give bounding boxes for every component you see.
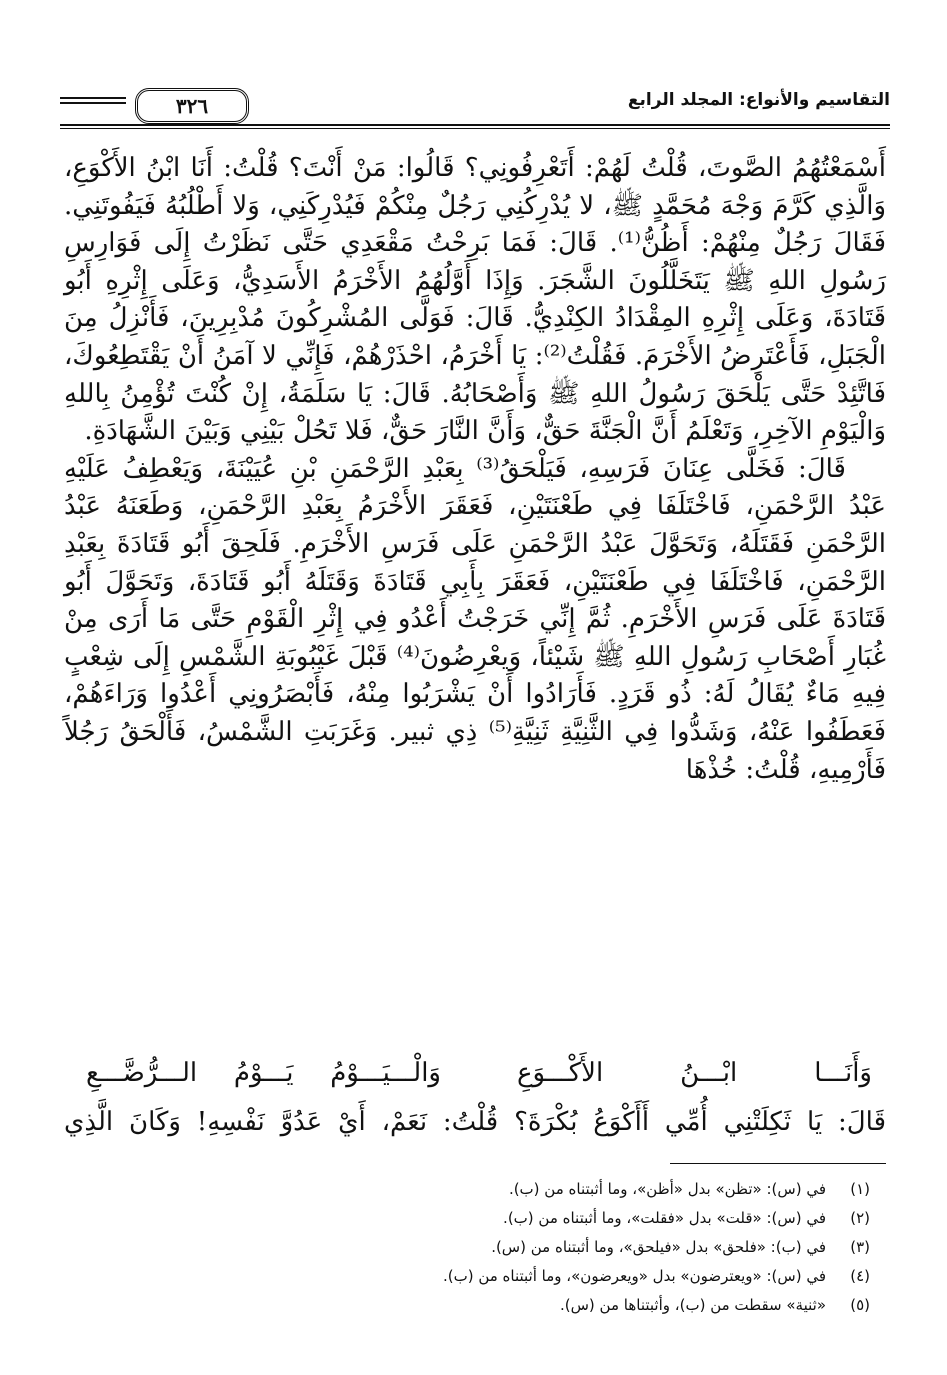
continuation-line: قَالَ: يَا ثَكِلَتْنِي أُمِّي أَأَكْوَعُ بُكْرَةَ؟ قُلْتُ: نَعَمْ، أَيْ عَدُوَّ نَفْسِهِ! وَكَانَ الَّذِي	[64, 1107, 886, 1137]
footnote-number: (١)	[850, 1180, 870, 1198]
footnote-text: في (س): «ويعترضون» بدل «ويعرضون»، وما أثبتناه من (ب).	[442, 1267, 826, 1285]
verse-first-hemistich: وَأَنَـــا ابْـــنُ الأَكْـــوَعِ	[517, 1058, 872, 1088]
footnote-text: في (س): «تظن» بدل «أظن»، وما أثبتناه من (ب).	[508, 1180, 826, 1198]
paragraph: قَالَ: فَخَلَّى عِنَانَ فَرَسِهِ، فَيَلْحَقُ⁽³⁾ بِعَبْدِ الرَّحْمَنِ بْنِ عُيَيْنَةَ، وَيَعْطِفُ عَلَيْهِ عَبْدُ الرَّحْمَنِ، فَاخْتَلَفَا فِي طَعْنَتَيْنِ، فَعَقَرَ الأَخْرَمُ بِعَبْدِ الرَّحْمَنِ، وَطَعَنَهُ عَبْدُ الرَّحْمَنِ فَقَتَلَهُ، وَتَحَوَّلَ عَبْدُ الرَّحْمَنِ عَلَى فَرَسِ الأَخْرَمِ. فَلَحِقَ أَبُو قَتَادَةَ بِعَبْدِ الرَّحْمَنِ، فَاخْتَلَفَا فِي طَعْنَتَيْنِ، فَعَقَرَ بِأَبِي قَتَادَةَ وَقَتَلَهُ أَبُو قَتَادَةَ، وَتَحَوَّلَ أَبُو قَتَادَةَ عَلَى فَرَسِ الأَخْرَمِ. ثُمَّ إِنِّي خَرَجْتُ أَعْدُو فِي إِثْرِ الْقَوْمِ حَتَّى مَا أَرَى مِنْ غُبَارِ أَصْحَابِ رَسُولِ اللهِ ﷺ شَيْئاً، وَيعْرِضُونَ⁽⁴⁾ قَبْلَ غَيْبُوبَةِ الشَّمْسِ إِلَى شِعْبٍ فِيهِ مَاءٌ يُقَالُ لَهُ: ذُو قَرَدٍ. فَأَرَادُوا أَنْ يَشْرَبُوا مِنْهُ، فَأَبْصَرُونِي أَعْدُوا وَرَاءَهُمْ، فَعَطَفُوا عَنْهُ، وَشَدُّوا فِي الثَّنِيَّةِ ثَنِيَّةِ⁽⁵⁾ ذِي ثبير. وَغَرَبَتِ الشَّمْسُ، فَأَلْحَقُ رَجُلاً فَأَرْمِيهِ، قُلْتُ: خُذْهَا	[64, 453, 886, 785]
header-rule-thin	[60, 128, 890, 129]
footnotes	[64, 1175, 870, 1320]
footnote-separator	[670, 1163, 886, 1164]
header-rule	[60, 124, 890, 126]
main-text	[64, 150, 886, 789]
page-number: ٣٢٦	[135, 88, 249, 124]
footnote	[64, 1175, 870, 1204]
footnote-number: (٣)	[850, 1238, 870, 1256]
header-ornament-lines	[60, 97, 126, 109]
footnote-number: (٤)	[850, 1267, 870, 1285]
footnote-text: في (س): «قلت» بدل «فقلت»، وما أثبتناه من (ب).	[503, 1209, 826, 1227]
running-title: التقاسيم والأنواع: المجلد الرابع	[627, 90, 890, 110]
page-header	[60, 88, 890, 122]
poetry-verse	[64, 1058, 886, 1098]
footnote	[64, 1204, 870, 1233]
footnote-number: (٢)	[850, 1209, 870, 1227]
paragraph: أَسْمَعْتُهُمُ الصَّوتَ، قُلْتُ لَهُمْ: أَتَعْرِفُونِي؟ قَالُوا: مَنْ أَنْتَ؟ قُلْتُ: أَنَا ابْنُ الأَكْوَعِ، وَالَّذِي كَرَّمَ وَجْهَ مُحَمَّدٍ ﷺ، لا يُدْرِكُنِي رَجُلٌ مِنْكُمْ فَيُدْرِكَنِي، وَلا أَطْلُبُهُ فَيَفُوتَنِي. فَقَالَ رَجُلٌ مِنْهُمْ: أَظُنُّ⁽¹⁾. قَالَ: فَمَا بَرِحْتُ مَقْعَدِي حَتَّى نَظَرْتُ إِلَى فَوَارِسِ رَسُولِ اللهِ ﷺ يَتَخَلَّلُونَ الشَّجَرَ. وَإِذَا أَوَّلُهُمُ الأَخْرَمُ الأَسَدِيُّ، وَعَلَى إِثْرِهِ أَبُو قَتَادَةَ، وَعَلَى إِثْرِهِ المِقْدَادُ الكِنْدِيُّ. قَالَ: فَوَلَّى المُشْرِكُونَ مُدْبِرِينَ، فَأَنْزِلُ مِنَ الْجَبَلِ، فَأَعْتَرِضُ الأَخْرَمَ. فَقُلْتُ⁽²⁾: يَا أَخْرَمُ، احْذَرْهُمْ، فَإِنِّي لا آمَنُ أَنْ يَقْتَطِعُوكَ، فَاتَّئِدْ حَتَّى يَلْحَقَ رَسُولُ اللهِ ﷺ وَأَصْحَابُهُ. قَالَ: يَا سَلَمَةُ، إِنْ كُنْتَ تُؤْمِنُ بِاللهِ وَالْيَوْمِ الآخِرِ، وَتَعْلَمُ أَنَّ الْجَنَّةَ حَقٌّ، وَأَنَّ النَّارَ حَقٌّ، فَلا تَحُلْ بَيْنِي وَبَيْنَ الشَّهَادَةِ.	[64, 153, 887, 447]
footnote-number: (٥)	[850, 1296, 870, 1314]
footnote-text: «ثنية» سقطت من (ب)، وأثبتناها من (س).	[560, 1296, 826, 1314]
footnote	[64, 1262, 870, 1291]
footnote	[64, 1233, 870, 1262]
verse-second-hemistich: وَالْـــيَـــوْمُ يَـــوْمُ الـــرُّضَّـــعِ	[86, 1058, 441, 1088]
footnote-text: في (ب): «فلحق» بدل «فيلحق»، وما أثبتناه من (س).	[491, 1238, 826, 1256]
footnote	[64, 1291, 870, 1320]
